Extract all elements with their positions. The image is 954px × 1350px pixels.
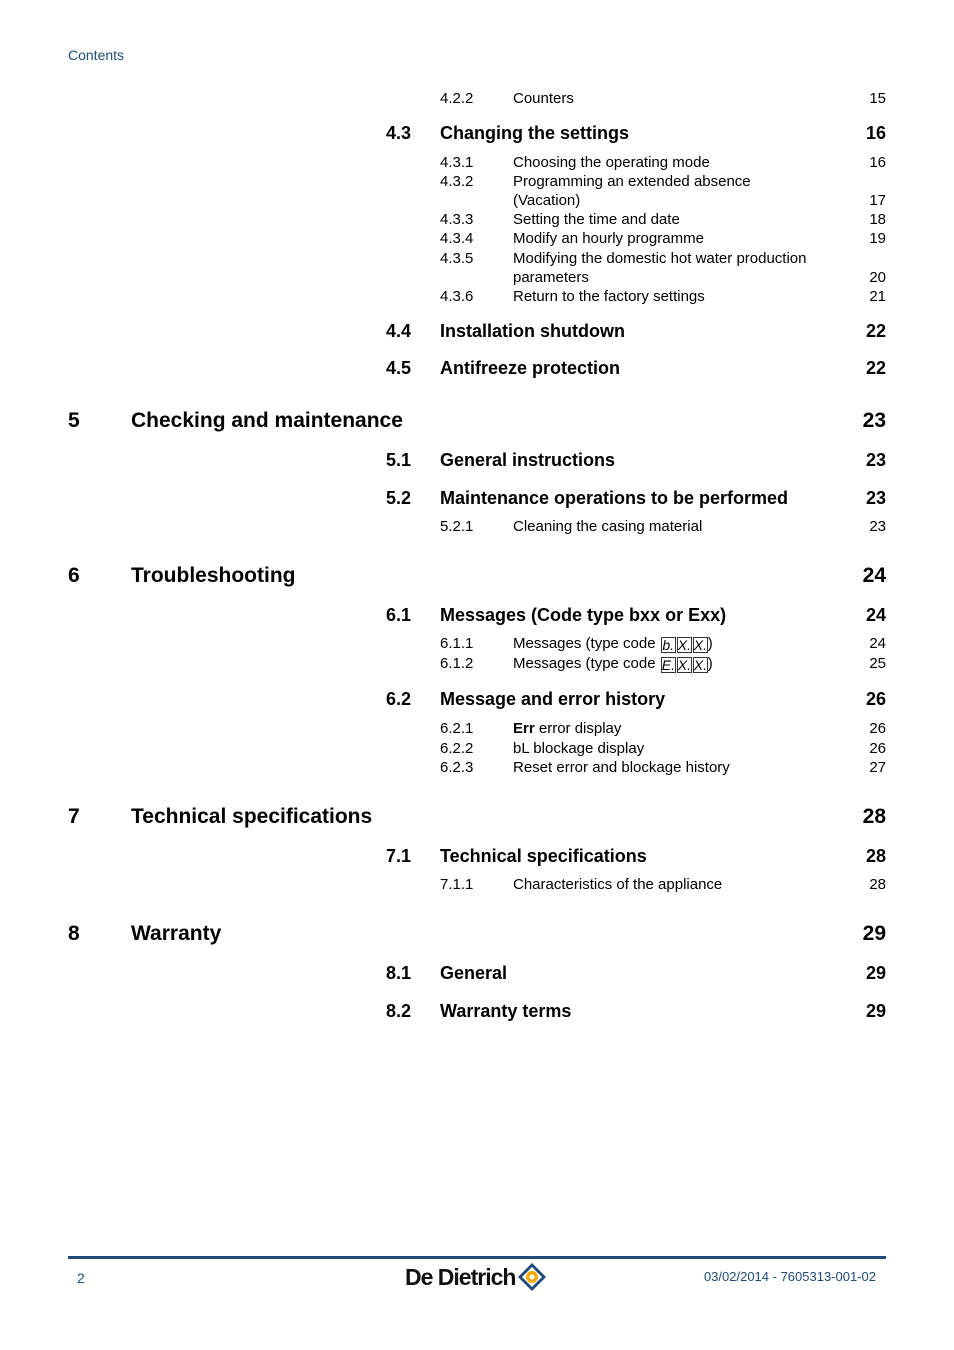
toc-entry-title	[513, 173, 751, 190]
toc-entry-title	[513, 876, 722, 893]
toc-entry-title-text: Changing the settings	[440, 123, 629, 143]
toc-entry[interactable]	[68, 564, 886, 592]
toc-entry[interactable]	[440, 740, 886, 760]
toc-page-number: 23	[865, 450, 886, 470]
toc-entry-number: 4.3.5	[440, 250, 474, 267]
toc-page-number: 29	[865, 963, 886, 983]
toc-entry[interactable]	[440, 230, 886, 250]
toc-entry-number: 8.2	[386, 1001, 412, 1021]
segment-display-code: X.	[677, 657, 691, 673]
toc-entry-number: 4.3.4	[440, 230, 474, 247]
toc-entry-title	[131, 564, 295, 588]
toc-entry-title-text: Troubleshooting	[131, 564, 296, 587]
toc-entry-title	[440, 689, 665, 710]
toc-entry-title	[513, 720, 621, 737]
toc-page-number: 28	[869, 876, 886, 893]
toc-entry-title-bold: Err	[513, 720, 535, 737]
toc-entry-number: 4.5	[386, 358, 412, 378]
toc-entry-number: 4.3	[386, 123, 412, 143]
toc-entry-number: 6.1	[386, 605, 412, 625]
toc-page-number: 16	[869, 154, 886, 171]
toc-entry-title	[513, 740, 644, 757]
toc-entry-title	[513, 635, 713, 653]
toc-entry-number: 6.1.1	[440, 635, 474, 652]
toc-page-number: 20	[869, 269, 886, 286]
toc-entry-title	[131, 409, 403, 433]
toc-page-number: 24	[862, 564, 886, 587]
toc-entry-title-text: General instructions	[440, 450, 616, 470]
toc-entry[interactable]	[440, 154, 886, 174]
toc-page-number: 26	[869, 720, 886, 737]
toc-entry-title	[131, 805, 372, 829]
toc-entry-title-text: Choosing the operating mode	[513, 154, 710, 171]
toc-entry[interactable]	[440, 876, 886, 896]
toc-entry-title	[440, 358, 620, 379]
toc-entry[interactable]	[386, 123, 886, 147]
toc-entry[interactable]	[440, 250, 886, 270]
toc-entry[interactable]	[386, 846, 886, 870]
toc-entry-number: 8.1	[386, 963, 412, 983]
toc-page-number: 23	[865, 488, 886, 508]
toc-entry-title-text: parameters	[513, 269, 589, 286]
toc-page-number: 16	[865, 123, 886, 143]
toc-entry-title	[513, 230, 704, 247]
toc-page-number: 15	[869, 90, 886, 107]
toc-entry-title-text: Messages (type code	[513, 655, 656, 672]
toc-entry-title-text: Cleaning the casing material	[513, 518, 703, 535]
toc-entry-title-text: Messages (type code	[513, 635, 656, 652]
toc-entry-number: 4.2.2	[440, 90, 474, 107]
toc-entry-number: 7.1.1	[440, 876, 474, 893]
toc-entry[interactable]	[68, 409, 886, 437]
toc-entry-title	[440, 846, 647, 867]
toc-entry-title-text: Maintenance operations to be performed	[440, 488, 789, 508]
toc-entry-title-text: Return to the factory settings	[513, 288, 705, 305]
toc-entry-title	[440, 963, 507, 984]
toc-page-number: 29	[862, 922, 886, 945]
toc-entry-number: 6.2.2	[440, 740, 474, 757]
toc-entry-title	[440, 123, 629, 144]
toc-entry-title	[513, 90, 574, 107]
toc-entry[interactable]	[513, 269, 886, 289]
toc-entry-title-text: Setting the time and date	[513, 211, 680, 228]
toc-entry[interactable]	[440, 518, 886, 538]
toc-entry-title-text: Technical specifications	[440, 846, 647, 866]
toc-entry-title	[440, 605, 726, 626]
toc-entry-title-text: (Vacation)	[513, 192, 581, 209]
toc-page-number: 22	[865, 321, 886, 341]
toc-page-number: 21	[869, 288, 886, 305]
toc-page-number: 24	[869, 635, 886, 652]
toc-entry-number: 5.2	[386, 488, 412, 508]
toc-entry-title	[513, 250, 807, 267]
toc-entry-number: 6	[68, 564, 80, 587]
toc-entry-title	[513, 192, 580, 209]
toc-entry[interactable]	[440, 635, 886, 655]
toc-entry-title	[513, 518, 702, 535]
toc-entry-title	[513, 288, 705, 305]
toc-entry-number: 4.3.6	[440, 288, 474, 305]
brand-diamond-icon	[517, 1262, 547, 1292]
page-number: 2	[77, 1270, 85, 1286]
toc-entry-title	[513, 655, 713, 673]
toc-page-number: 29	[865, 1001, 886, 1021]
toc-entry-number: 4.3.2	[440, 173, 474, 190]
toc-entry-title-text: Counters	[513, 90, 574, 107]
toc-page-number: 24	[865, 605, 886, 625]
toc-entry[interactable]	[440, 90, 886, 110]
toc-page-number: 23	[869, 518, 886, 535]
segment-display-code: X.	[677, 637, 691, 653]
toc-entry[interactable]	[68, 805, 886, 833]
toc-page-number: 19	[869, 230, 886, 247]
toc-entry-title-text: bL blockage display	[513, 740, 645, 757]
toc-entry-title-text: General	[440, 963, 508, 983]
toc-entry-title-text: Modify an hourly programme	[513, 230, 704, 247]
toc-entry-number: 5.2.1	[440, 518, 474, 535]
toc-entry[interactable]	[440, 211, 886, 231]
toc-entry-title-text: Warranty terms	[440, 1001, 572, 1021]
toc-entry-title	[440, 450, 615, 471]
toc-entry-title-text: Technical specifications	[131, 805, 373, 828]
toc-entry[interactable]	[386, 689, 886, 713]
toc-entry-title-text: Characteristics of the appliance	[513, 876, 723, 893]
toc-entry-title-text: Programming an extended absence	[513, 173, 751, 190]
toc-entry[interactable]	[386, 488, 886, 512]
toc-entry-title	[513, 759, 730, 776]
toc-page-number: 27	[869, 759, 886, 776]
toc-entry-title-text: Reset error and blockage history	[513, 759, 730, 776]
toc-entry-title-text: Warranty	[131, 922, 222, 945]
toc-page-number: 18	[869, 211, 886, 228]
toc-entry-number: 6.2	[386, 689, 412, 709]
toc-entry-title	[513, 269, 589, 286]
toc-entry-number: 7.1	[386, 846, 412, 866]
toc-entry-title-text: Messages (Code type bxx or Exx)	[440, 605, 727, 625]
toc-entry[interactable]	[386, 963, 886, 987]
toc-entry-title-text: Antifreeze protection	[440, 358, 621, 378]
toc-entry-number: 4.4	[386, 321, 412, 341]
running-header: Contents	[68, 47, 125, 63]
toc-entry[interactable]	[513, 192, 886, 212]
toc-entry-title	[440, 1001, 571, 1022]
toc-entry[interactable]	[440, 759, 886, 779]
brand-logo-text: De Dietrich	[405, 1263, 516, 1290]
toc-entry-title	[440, 488, 788, 509]
toc-entry[interactable]	[440, 173, 886, 193]
toc-page-number: 28	[862, 805, 886, 828]
toc-entry[interactable]	[440, 288, 886, 308]
toc-page-number: 26	[869, 740, 886, 757]
toc-entry-title-text: Message and error history	[440, 689, 666, 709]
toc-entry-number: 6.2.1	[440, 720, 474, 737]
toc-entry[interactable]	[386, 358, 886, 382]
toc-entry[interactable]	[386, 1001, 886, 1025]
toc-entry-number: 4.3.3	[440, 211, 474, 228]
toc-entry-number: 6.1.2	[440, 655, 474, 672]
toc-entry[interactable]	[68, 922, 886, 950]
toc-entry-number: 6.2.3	[440, 759, 474, 776]
toc-entry[interactable]	[386, 321, 886, 345]
toc-page-number: 26	[865, 689, 886, 709]
toc-entry[interactable]	[386, 605, 886, 629]
toc-entry-number: 5	[68, 409, 80, 432]
segment-display-code: E.	[661, 657, 675, 673]
toc-entry-title-text: Installation shutdown	[440, 321, 625, 341]
toc-entry-title-end: )	[707, 635, 713, 652]
toc-entry-number: 5.1	[386, 450, 412, 470]
toc-entry-title	[131, 922, 221, 946]
toc-entry-number: 7	[68, 805, 80, 828]
toc-entry-number: 4.3.1	[440, 154, 474, 171]
toc-page-number: 25	[869, 655, 886, 672]
toc-entry[interactable]	[440, 720, 886, 740]
toc-entry[interactable]	[440, 655, 886, 675]
segment-display-code: X.	[693, 657, 707, 673]
toc-page-number: 22	[865, 358, 886, 378]
footer-divider	[68, 1256, 886, 1259]
toc-entry[interactable]	[386, 450, 886, 474]
toc-entry-title-text: Checking and maintenance	[131, 409, 403, 432]
toc-entry-title	[513, 154, 710, 171]
segment-display-code: b.	[662, 637, 675, 653]
toc-page-number: 28	[865, 846, 886, 866]
toc-page-number: 23	[862, 409, 886, 432]
toc-entry-title	[440, 321, 625, 342]
brand-logo	[405, 1261, 547, 1293]
toc-entry-title-text: Modifying the domestic hot water production	[513, 250, 807, 267]
toc-entry-title-text: error display	[534, 720, 622, 737]
toc-entry-title	[513, 211, 680, 228]
toc-entry-number: 8	[68, 922, 80, 945]
document-reference: 03/02/2014 - 7605313-001-02	[703, 1269, 876, 1284]
segment-display-code: X.	[693, 637, 707, 653]
toc-entry-title-end: )	[707, 655, 713, 672]
toc-page-number: 17	[869, 192, 886, 209]
